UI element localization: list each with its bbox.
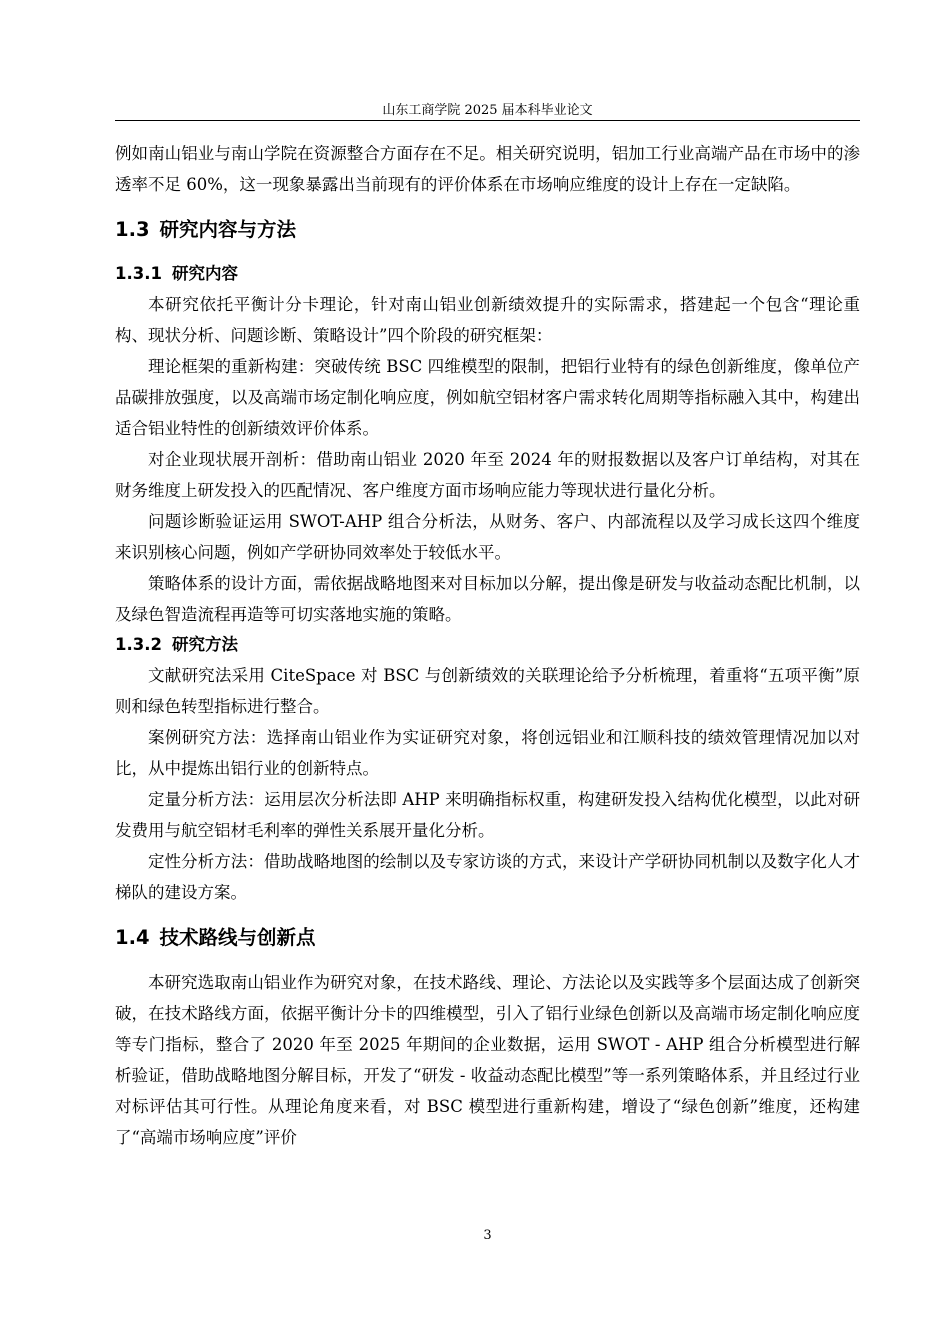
subsection-title: 研究内容 xyxy=(171,264,238,283)
subsection-heading-1-3-1 xyxy=(115,259,860,289)
paragraph: 文献研究法采用 CiteSpace 对 BSC 与创新绩效的关联理论给予分析梳理，着重将“五项平衡”原则和绿色转型指标进行整合。 xyxy=(115,666,860,716)
subsection-number: 1.3.1 xyxy=(115,264,162,283)
paragraph: 案例研究方法：选择南山铝业作为实证研究对象，将创远铝业和江顺科技的绩效管理情况加以对比，从中提炼出铝行业的创新特点。 xyxy=(115,728,860,778)
page-number: 3 xyxy=(483,1228,492,1243)
paragraph: 本研究依托平衡计分卡理论，针对南山铝业创新绩效提升的实际需求，搭建起一个包含“理论重构、现状分析、问题诊断、策略设计”四个阶段的研究框架： xyxy=(115,295,860,345)
paragraph: 策略体系的设计方面，需依据战略地图来对目标加以分解，提出像是研发与收益动态配比机制，以及绿色智造流程再造等可切实落地实施的策略。 xyxy=(115,574,860,624)
section-title: 技术路线与创新点 xyxy=(159,926,316,949)
paragraph: 问题诊断验证运用 SWOT-AHP 组合分析法，从财务、客户、内部流程以及学习成长这四个维度来识别核心问题，例如产学研协同效率处于较低水平。 xyxy=(115,512,860,562)
header-rule xyxy=(115,120,860,121)
section-heading-1-3 xyxy=(115,200,860,259)
page-body xyxy=(115,138,860,1153)
paragraph: 理论框架的重新构建：突破传统 BSC 四维模型的限制，把铝行业特有的绿色创新维度，像单位产品碳排放强度，以及高端市场定制化响应度，例如航空铝材客户需求转化周期等指标融入其中，构建出适合铝业特性的创新绩效评价体系。 xyxy=(115,357,860,438)
running-header: 山东工商学院 2025 届本科毕业论文 xyxy=(382,103,593,118)
paragraph: 定量分析方法：运用层次分析法即 AHP 来明确指标权重，构建研发投入结构优化模型，以此对研发费用与航空铝材毛利率的弹性关系展开量化分析。 xyxy=(115,790,860,840)
paragraph: 本研究选取南山铝业作为研究对象，在技术路线、理论、方法论以及实践等多个层面达成了创新突破，在技术路线方面，依据平衡计分卡的四维模型，引入了铝行业绿色创新以及高端市场定制化响应度等专门指标，整合了 2020 年至 2025 年期间的企业数据，运用 SWOT - AHP 组合分析模型进行解析验证，借助战略地图分解目标，开发了“研发 - 收益动态配比模型”等一系列策略体系，并且经过行业对标评估其可行性。从理论角度来看，对 BSC 模型进行重新构建，增设了“绿色创新”维度，还构建了“高端市场响应度”评价 xyxy=(115,973,860,1147)
paragraph: 对企业现状展开剖析：借助南山铝业 2020 年至 2024 年的财报数据以及客户订单结构，对其在财务维度上研发投入的匹配情况、客户维度方面市场响应能力等现状进行量化分析。 xyxy=(115,450,860,500)
subsection-number: 1.3.2 xyxy=(115,635,162,654)
section-title: 研究内容与方法 xyxy=(159,218,297,241)
subsection-heading-1-3-2 xyxy=(115,630,860,660)
section-number: 1.4 xyxy=(115,926,150,949)
section-number: 1.3 xyxy=(115,218,150,241)
intro-paragraph: 例如南山铝业与南山学院在资源整合方面存在不足。相关研究说明，铝加工行业高端产品在市场中的渗透率不足 60%，这一现象暴露出当前现有的评价体系在市场响应维度的设计上存在一定缺陷。 xyxy=(115,144,860,194)
paragraph: 定性分析方法：借助战略地图的绘制以及专家访谈的方式，来设计产学研协同机制以及数字化人才梯队的建设方案。 xyxy=(115,852,860,902)
section-heading-1-4 xyxy=(115,908,860,967)
subsection-title: 研究方法 xyxy=(171,635,238,654)
